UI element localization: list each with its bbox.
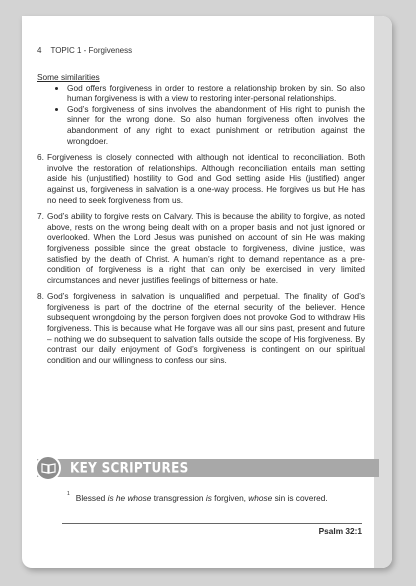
page-body — [37, 72, 365, 371]
similarity-item: • God offers forgiveness in order to restore a relationship broken by sin. So also human forgiveness is with a view to restoring inter-personal relationships. — [67, 83, 365, 104]
key-scriptures-title: KEY SCRIPTURES — [70, 460, 189, 477]
verse-text: forgiven, — [211, 492, 249, 503]
similarities-list — [37, 83, 365, 147]
scripture-verse — [67, 491, 362, 504]
book-page — [22, 16, 392, 568]
similarities-heading: Some similarities — [37, 72, 100, 82]
point-item — [37, 152, 365, 205]
verse-italic: is he whose — [107, 492, 152, 503]
topic-title: TOPIC 1 - Forgiveness — [50, 46, 133, 55]
point-text: God’s ability to forgive rests on Calvary. This is because the ability to forgive, as noted above, rests on the wrong being dealt with on a proper basis and not just ignored or overlooked. When the Lord Jesus was punished on account of sin He was making forgiveness possible since the great obstacle to forgiveness, divine justice, was satisfied by the death of Christ. A human’s right to demand repentance as a pre-condition of forgiveness is a right that can only be exercised in very limited circumstances and never justifies feelings of bitterness or hate. — [47, 211, 365, 285]
verse-italic: whose — [248, 492, 273, 503]
page-side-tab — [374, 16, 392, 568]
verse-text: sin is covered. — [272, 492, 328, 503]
scripture-reference: Psalm 32:1 — [318, 526, 362, 536]
similarity-item: • God’s forgiveness of sins involves the abandonment of His right to punish the sinner for the wrong done. So also human forgiveness often involves the abandonment of any right to exact punishment or retribution against the wrongdoer. — [67, 104, 365, 146]
verse-text: transgression — [151, 492, 206, 503]
point-number: 6. — [37, 152, 44, 163]
point-text: God’s forgiveness in salvation is unqualified and perpetual. The finality of God’s forgiveness is part of the doctrine of the eternal security of the believer. Hence subsequent wrongdoing by the person forgiven does not provoke God to withdraw His forgiveness. This is because what He forgave was all our sins past, present and future – nothing we do subsequent to salvation falls outside the scope of His forgiveness. By contrast our daily enjoyment of God’s forgiveness is contingent on our spiritual condition and our willingness to confess our sins. — [47, 291, 365, 365]
open-book-icon — [35, 455, 61, 481]
verse-divider — [62, 523, 362, 524]
numbered-points — [37, 152, 365, 365]
point-item — [37, 211, 365, 285]
key-scriptures-banner — [37, 459, 379, 477]
page-header — [37, 46, 132, 55]
verse-italic: is — [205, 492, 212, 503]
page-number: 4 — [37, 46, 42, 55]
point-item — [37, 291, 365, 365]
verse-text: Blessed — [75, 492, 108, 503]
point-number: 8. — [37, 291, 44, 302]
verse-number: 1 — [67, 491, 70, 497]
point-number: 7. — [37, 211, 44, 222]
point-text: Forgiveness is closely connected with although not identical to reconciliation. Both involve the restoration of relationships. Although reconciliation entails man setting aside his (unjustified) hostility to God and God setting aside His (justified) anger against us, forgiveness in salvation is a one-way process. He forgives us but He has no need to seek forgiveness from us. — [47, 152, 365, 205]
